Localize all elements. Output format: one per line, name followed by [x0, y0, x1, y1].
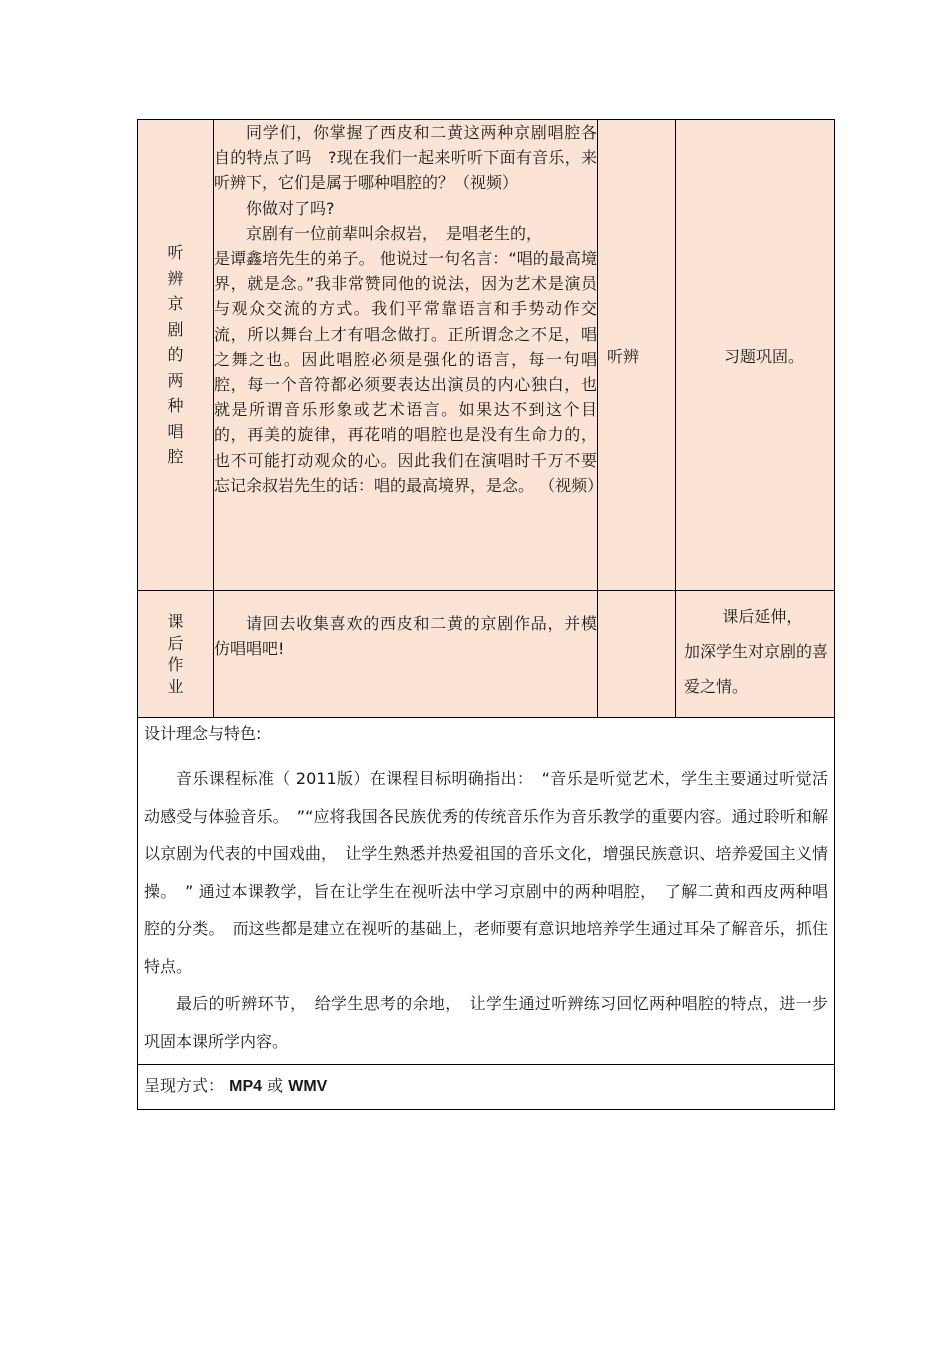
presentation-cell — [138, 1065, 835, 1110]
presentation-row — [138, 1065, 835, 1110]
stage-homework-char: 课 — [167, 612, 184, 631]
design-heading: 设计理念与特色: — [144, 724, 262, 743]
design-paragraph-1: 音乐课程标准（ 2011版）在课程目标明确指出： “音乐是听觉艺术，学生主要通过听觉活动感受与体验音乐。 ”“应将我国各民族优秀的传统音乐作为音乐教学的重要内容。通过聆听和解以京剧为代表的中国戏曲， 让学生熟悉并热爱祖国的音乐文化，增强民族意识、培养爱国主义情操。 ” 通过本课教学，旨在让学生在视听法中学习京剧中的两种唱腔， 了解二黄和西皮两种唱腔的分类。 而这些都是建立在视听的基础上，老师要有意识地培养学生通过耳朵了解音乐，抓住特点。 — [144, 769, 828, 976]
stage-label-homework — [138, 611, 213, 697]
intent-cell-homework — [676, 591, 835, 718]
stage-label-listen — [138, 240, 213, 470]
stage-homework-char: 后 — [167, 633, 184, 653]
stage-cell-listen — [138, 120, 214, 591]
stage-cell-homework — [138, 591, 214, 718]
stage-listen-char: 唱 — [167, 421, 184, 441]
listen-paragraph-1: 同学们，你掌握了西皮和二黄这两种京剧唱腔各自的特点了吗 ?现在我们一起来听听下面有音乐，来听辨下，它们是属于哪种唱腔的？（视频） — [214, 123, 597, 193]
content-cell-listen — [214, 120, 604, 591]
stage-listen-char: 两 — [167, 370, 184, 390]
method-cell-listen: 听辨 — [598, 120, 676, 591]
stage-listen-char: 辨 — [167, 268, 184, 288]
stage-listen-char: 种 — [167, 396, 184, 416]
stage-listen-char: 的 — [167, 345, 184, 365]
lesson-plan-table — [137, 119, 835, 1110]
listen-paragraph-4: 是谭鑫培先生的弟子。 他说过一句名言：“唱的最高境界，就是念。”我非常赞同他的说法，因为艺术是演员与观众交流的方式。我们平常靠语言和手势动作交流，所以舞台上才有唱念做打。正所谓念之不足，唱之舞之也。因此唱腔必须是强化的语言，每一句唱腔，每一个音符都必须要表达出演员的内心独白，也就是所谓音乐形象或艺术语言。如果达不到这个目的，再美的旋律，再花哨的唱腔也是没有生命力的，也不可能打动观众的心。因此我们在演唱时千万不要忘记余叔岩先生的话：唱的最高境界，是念。 （视频） — [214, 249, 604, 495]
homework-intent-rest: 加深学生对京剧的喜爱之情。 — [684, 642, 829, 696]
stage-listen-char: 腔 — [167, 447, 184, 467]
presentation-format-b: WMV — [288, 1078, 328, 1095]
method-cell-homework — [598, 591, 676, 718]
homework-row — [138, 591, 835, 718]
stage-listen-char: 剧 — [167, 319, 184, 339]
content-cell-homework — [214, 591, 598, 718]
listen-paragraph-3: 京剧有一位前辈叫余叔岩， 是唱老生的， — [246, 223, 543, 243]
presentation-format-a: MP4 — [229, 1078, 263, 1095]
stage-homework-char: 业 — [167, 676, 184, 696]
listen-paragraph-2: 你做对了吗? — [246, 198, 335, 218]
stage-listen-char: 京 — [167, 294, 184, 314]
presentation-label: 呈现方式： — [144, 1076, 225, 1095]
design-cell — [138, 718, 835, 1065]
homework-text: 请回去收集喜欢的西皮和二黄的京剧作品，并模仿唱唱吧! — [214, 614, 597, 659]
listening-row — [138, 120, 835, 591]
stage-listen-char: 听 — [167, 243, 184, 263]
stage-homework-char: 作 — [167, 655, 184, 674]
homework-intent-line1: 课后延伸， — [722, 607, 803, 626]
intent-cell-listen: 习题巩固。 — [676, 120, 835, 591]
presentation-connector: 或 — [267, 1076, 284, 1095]
design-row — [138, 718, 835, 1065]
design-paragraph-2: 最后的听辨环节， 给学生思考的余地， 让学生通过听辨练习回忆两种唱腔的特点，进一步巩固本课所学内容。 — [144, 994, 828, 1051]
